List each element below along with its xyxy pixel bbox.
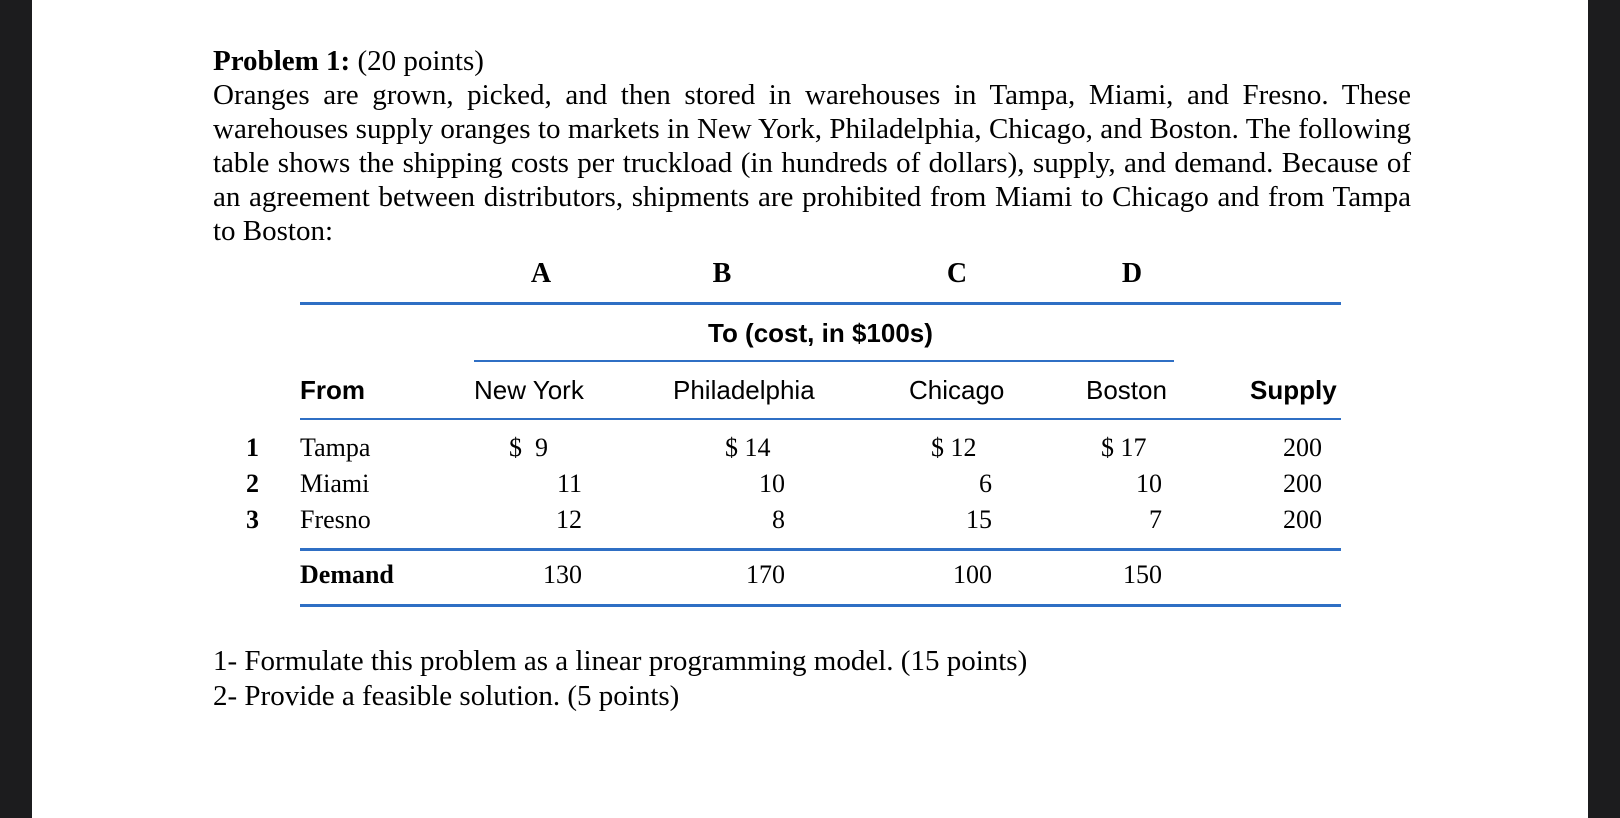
- header-boston: Boston: [1086, 375, 1167, 405]
- supply-miami: 200: [1283, 469, 1322, 498]
- column-letter-b: B: [712, 258, 732, 289]
- cost-tampa-boston: $ 17: [1101, 433, 1147, 462]
- header-new-york: New York: [474, 375, 584, 405]
- problem-statement: [213, 44, 1411, 248]
- problem-heading: [213, 44, 1411, 78]
- column-letter-c: C: [946, 258, 968, 289]
- origin-miami: Miami: [300, 469, 370, 498]
- cost-fresno-philadelphia: 8: [772, 505, 785, 534]
- cost-fresno-new-york: 12: [556, 505, 582, 534]
- task-list: [213, 644, 1027, 714]
- from-header: From: [300, 375, 365, 405]
- header-philadelphia: Philadelphia: [673, 375, 815, 405]
- cost-tampa-philadelphia: $ 14: [725, 433, 771, 462]
- header-bottom-rule: [300, 418, 1341, 420]
- document-page: [32, 0, 1588, 818]
- demand-label: Demand: [300, 560, 394, 589]
- column-letter-a: A: [530, 258, 552, 289]
- task-1: 1- Formulate this problem as a linear programming model. (15 points): [213, 645, 1028, 677]
- body-bottom-rule: [300, 548, 1341, 551]
- demand-boston: 150: [1123, 560, 1162, 589]
- table-top-rule: [300, 302, 1341, 305]
- row-number-2: 2: [246, 469, 259, 498]
- cost-miami-philadelphia: 10: [759, 469, 785, 498]
- supply-tampa: 200: [1283, 433, 1322, 462]
- header-chicago: Chicago: [909, 375, 1005, 405]
- demand-chicago: 100: [953, 560, 992, 589]
- origin-tampa: Tampa: [300, 433, 371, 462]
- header-supply: Supply: [1250, 375, 1337, 405]
- table-bottom-rule: [300, 604, 1341, 607]
- demand-new-york: 130: [543, 560, 582, 589]
- problem-title: Problem 1:: [213, 45, 351, 77]
- problem-text: Oranges are grown, picked, and then stored in warehouses in Tampa, Miami, and Fresno. These warehouses supply oranges to markets in New York, Philadelphia, Chicago, and Boston. The following table shows the shipping costs per truckload (in hundreds of dollars), supply, and demand. Because of an agreement between distributors, shipments are prohibited from Miami to Chicago and from Tampa to Boston:: [213, 79, 1411, 247]
- to-cost-header: To (cost, in $100s): [708, 318, 933, 348]
- cost-fresno-chicago: 15: [966, 505, 992, 534]
- row-number-1: 1: [246, 433, 259, 462]
- demand-philadelphia: 170: [746, 560, 785, 589]
- cost-miami-new-york: 11: [556, 469, 582, 498]
- origin-fresno: Fresno: [300, 505, 371, 534]
- row-number-3: 3: [246, 505, 259, 534]
- to-header-rule: [474, 360, 1174, 362]
- supply-fresno: 200: [1283, 505, 1322, 534]
- cost-miami-chicago: 6: [979, 469, 992, 498]
- cost-miami-boston: 10: [1136, 469, 1162, 498]
- column-letter-d: D: [1121, 258, 1143, 289]
- problem-points: (20 points): [357, 45, 484, 77]
- cost-fresno-boston: 7: [1149, 505, 1162, 534]
- task-2: 2- Provide a feasible solution. (5 points): [213, 680, 680, 712]
- cost-tampa-new-york: $ 9: [509, 433, 548, 462]
- cost-tampa-chicago: $ 12: [931, 433, 977, 462]
